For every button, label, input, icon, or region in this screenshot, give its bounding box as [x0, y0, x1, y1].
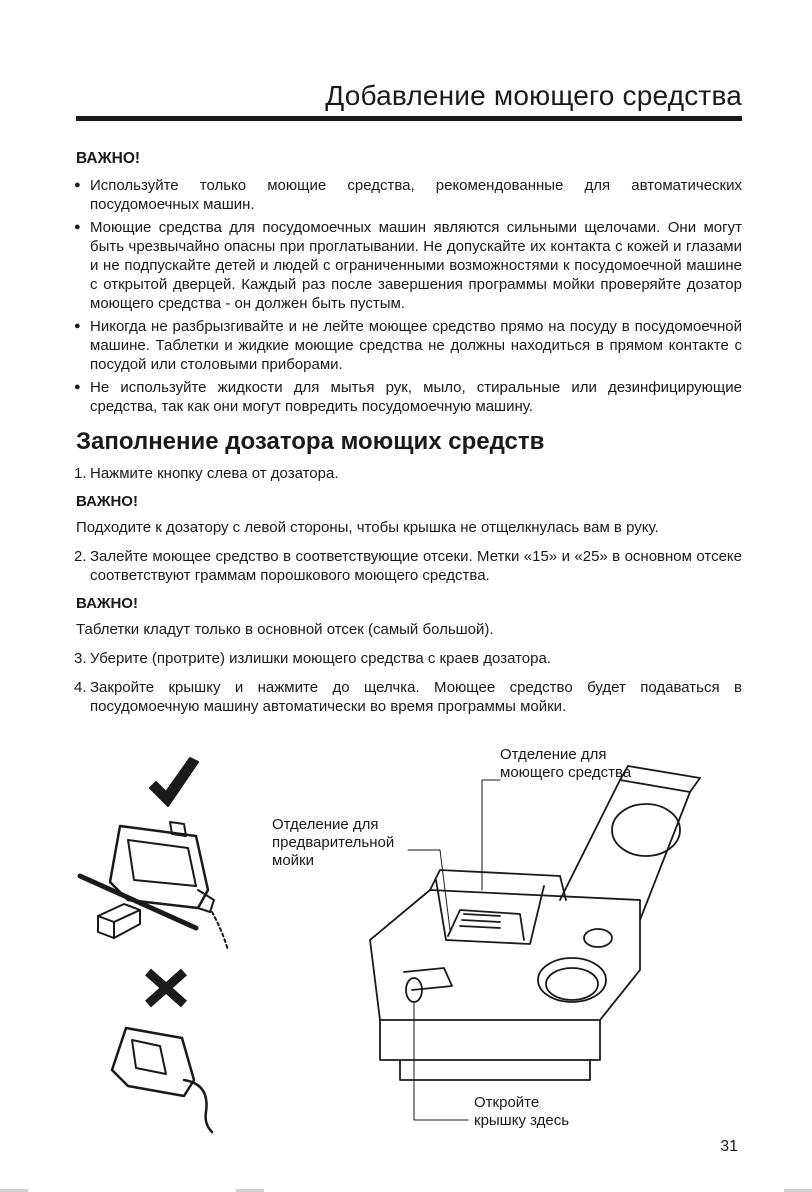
step-number: 1.: [74, 465, 87, 482]
illustration-drawing: [0, 740, 812, 1140]
important-text: Подходите к дозатору с левой стороны, чтобы крышка не отщелкнулась вам в руку.: [76, 519, 659, 536]
liquid-bottle-icon: [112, 1028, 212, 1132]
warning-item: ● Моющие средства для посудомоечных машин являются сильными щелочами. Они могут быть чрезвычайно опасны при проглатывании. Не допускайте их контакта с кожей и глазами и не подпускайте детей и людей с ограниченными возможностями к посудомоечной машине с открытой дверцей. Каждый раз после завершения программы мойки проверяйте дозатор моющего средства - он должен быть пустым.: [76, 218, 742, 313]
important-heading: ВАЖНО!: [76, 595, 138, 612]
label-line: Откройте: [474, 1094, 540, 1111]
step-text: Залейте моющее средство в соответствующие отсеки. Метки «15» и «25» в основном отсеке соответствуют граммам порошкового моющего средства.: [90, 548, 742, 584]
step-number: 3.: [74, 650, 87, 667]
label-line: мойки: [272, 852, 314, 869]
step-text: Нажмите кнопку слева от дозатора.: [90, 465, 339, 482]
warning-item: ● Никогда не разбрызгивайте и не лейте моющее средство прямо на посуду в посудомоечной машине. Таблетки и жидкие моющие средства не должны находиться в прямом контакте с посудой или столовыми приборами.: [76, 317, 742, 374]
step-number: 2.: [74, 548, 87, 565]
step-text: Уберите (протрите) излишки моющего средства с краев дозатора.: [90, 650, 551, 667]
step-2: [76, 547, 742, 585]
steps-list-b: [76, 547, 742, 585]
step-text: Закройте крышку и нажмите до щелчка. Моющее средство будет подаваться в посудомоечную машину автоматически во время программы мойки.: [90, 679, 742, 715]
dispenser-illustration: [0, 740, 812, 1140]
label-open-lid: [474, 1094, 569, 1130]
page-title: Добавление моющего средства: [325, 80, 742, 111]
page-content: [76, 150, 742, 726]
page-number: 31: [720, 1138, 738, 1155]
label-line: предварительной: [272, 834, 395, 851]
warning-item: ● Используйте только моющие средства, рекомендованные для автоматических посудомоечных машин.: [76, 176, 742, 214]
warning-item: ● Не используйте жидкости для мытья рук, мыло, стиральные или дезинфицирующие средства, так как они могут повредить посудомоечную машину.: [76, 378, 742, 416]
warning-list: [76, 176, 742, 416]
detergent-tablet-icon: [98, 904, 140, 938]
title-rule: [76, 116, 742, 121]
step-4: [76, 678, 742, 716]
label-line: крышку здесь: [474, 1112, 570, 1129]
checkmark-icon: [150, 758, 198, 806]
step-3: [76, 649, 742, 668]
label-line: Отделение для: [272, 816, 379, 833]
cross-icon: [148, 972, 184, 1004]
step-1: [76, 464, 742, 483]
label-line: моющего средства: [500, 764, 632, 781]
detergent-dispenser: [370, 766, 700, 1080]
important-heading: ВАЖНО!: [76, 150, 141, 167]
steps-list-a: [76, 464, 742, 483]
section-heading: Заполнение дозатора моющих средств: [76, 428, 545, 455]
important-text: Таблетки кладут только в основной отсек (самый большой).: [76, 621, 494, 638]
important-heading: ВАЖНО!: [76, 493, 138, 510]
label-prewash-compartment: [272, 816, 394, 870]
steps-list-c: [76, 649, 742, 716]
label-main-compartment: [500, 746, 631, 782]
label-line: Отделение для: [500, 746, 607, 763]
step-number: 4.: [74, 679, 87, 696]
